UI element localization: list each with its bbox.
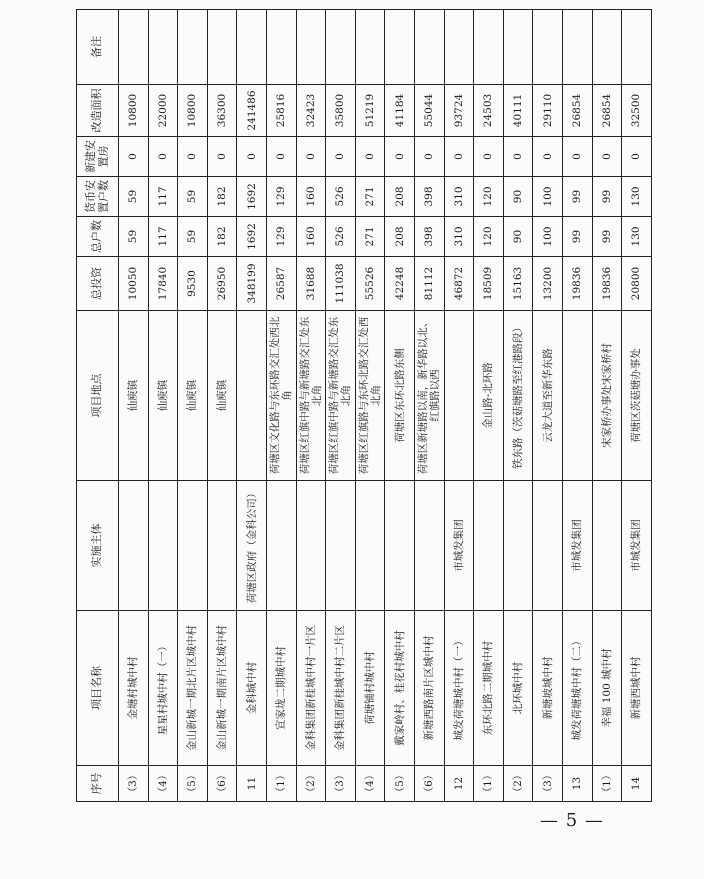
cell-location: 仙庾镇 [178, 311, 208, 481]
cell-name: 戴家岭村、桂花村城中村 [385, 611, 415, 766]
cell-note [119, 10, 149, 85]
cell-new: 0 [237, 137, 267, 177]
table-row [266, 10, 296, 802]
cell-seq: （5） [385, 766, 415, 802]
cell-households: 182 [207, 217, 237, 257]
cell-seq: （6） [414, 766, 444, 802]
cell-area: 241486 [237, 85, 267, 137]
cell-location: 云龙大道至新华东路 [533, 311, 563, 481]
cell-new: 0 [474, 137, 504, 177]
cell-area: 25816 [266, 85, 296, 137]
cell-name: 北环城中村 [503, 611, 533, 766]
cell-cash: 208 [385, 177, 415, 217]
cell-new: 0 [148, 137, 178, 177]
cell-area: 10800 [119, 85, 149, 137]
table-row [207, 10, 237, 802]
cell-area: 35800 [326, 85, 356, 137]
cell-households: 310 [444, 217, 474, 257]
cell-location [444, 311, 474, 481]
cell-invest: 15163 [503, 257, 533, 311]
cell-invest: 10050 [119, 257, 149, 311]
cell-entity [385, 481, 415, 611]
rotated-table-area [76, 10, 643, 802]
cell-area: 93724 [444, 85, 474, 137]
cell-area: 26854 [562, 85, 592, 137]
cell-cash: 120 [474, 177, 504, 217]
cell-seq: 13 [562, 766, 592, 802]
cell-entity: 荷塘区政府（金科公司） [237, 481, 267, 611]
cell-note [385, 10, 415, 85]
cell-entity [503, 481, 533, 611]
table-row [296, 10, 326, 802]
cell-area: 24503 [474, 85, 504, 137]
cell-seq: （2） [503, 766, 533, 802]
cell-entity: 市城发集团 [622, 481, 652, 611]
table-row [622, 10, 652, 802]
cell-note [148, 10, 178, 85]
cell-location: 宋家桥办事处宋家桥村 [592, 311, 622, 481]
cell-invest: 26587 [266, 257, 296, 311]
table-row [385, 10, 415, 802]
cell-name: 新塘坡城中村 [533, 611, 563, 766]
cell-households: 99 [562, 217, 592, 257]
header-invest: 总投资 [77, 257, 119, 311]
header-seq: 序号 [77, 766, 119, 802]
cell-entity [474, 481, 504, 611]
cell-cash: 100 [533, 177, 563, 217]
cell-invest: 348199 [237, 257, 267, 311]
table-row [444, 10, 474, 802]
cell-seq: （3） [533, 766, 563, 802]
cell-entity [178, 481, 208, 611]
cell-invest: 46872 [444, 257, 474, 311]
cell-location: 荷塘区红旗中路与新塘路交汇处东北角 [296, 311, 326, 481]
cell-name: 新塘西路南片区城中村 [414, 611, 444, 766]
cell-invest: 18509 [474, 257, 504, 311]
cell-name: 幸福 100 城中村 [592, 611, 622, 766]
cell-seq: 11 [237, 766, 267, 802]
cell-area: 29110 [533, 85, 563, 137]
cell-seq: （1） [474, 766, 504, 802]
table-row [148, 10, 178, 802]
cell-name: 金科集团新桂城中村二片区 [326, 611, 356, 766]
cell-cash: 130 [622, 177, 652, 217]
cell-households: 120 [474, 217, 504, 257]
cell-new: 0 [326, 137, 356, 177]
cell-entity [592, 481, 622, 611]
cell-cash: 160 [296, 177, 326, 217]
cell-note [414, 10, 444, 85]
cell-name: 东环北路二期城中村 [474, 611, 504, 766]
header-note: 备注 [77, 10, 119, 85]
cell-location: 仙庾镇 [207, 311, 237, 481]
cell-area: 51219 [355, 85, 385, 137]
cell-name: 金山新城一期北片区城中村 [178, 611, 208, 766]
cell-cash: 271 [355, 177, 385, 217]
header-new: 新建安置房 [77, 137, 119, 177]
header-cash: 货币安置户数 [77, 177, 119, 217]
cell-households: 129 [266, 217, 296, 257]
cell-location [237, 311, 267, 481]
cell-entity: 市城发集团 [562, 481, 592, 611]
cell-entity [119, 481, 149, 611]
cell-invest: 111038 [326, 257, 356, 311]
cell-name: 新塘西城中村 [622, 611, 652, 766]
cell-cash: 117 [148, 177, 178, 217]
cell-location: 荷塘区文化路与东环路交汇处西北角 [266, 311, 296, 481]
cell-area: 26854 [592, 85, 622, 137]
cell-seq: （1） [266, 766, 296, 802]
cell-invest: 13200 [533, 257, 563, 311]
table-row [562, 10, 592, 802]
cell-location: 荷塘区红旗路与东环北路交汇处西北角 [355, 311, 385, 481]
cell-new: 0 [562, 137, 592, 177]
cell-location: 荷塘区茨菇塘办事处 [622, 311, 652, 481]
cell-area: 22000 [148, 85, 178, 137]
cell-name: 金山新城一期南片区城中村 [207, 611, 237, 766]
cell-location: 金山路-北环路 [474, 311, 504, 481]
cell-new: 0 [444, 137, 474, 177]
cell-location: 荷塘区新塘路以南，新华路以北、红旗路以西 [414, 311, 444, 481]
cell-entity [266, 481, 296, 611]
cell-location [562, 311, 592, 481]
cell-seq: （2） [296, 766, 326, 802]
cell-location: 仙庾镇 [148, 311, 178, 481]
cell-invest: 9530 [178, 257, 208, 311]
cell-new: 0 [592, 137, 622, 177]
cell-entity [414, 481, 444, 611]
cell-invest: 26950 [207, 257, 237, 311]
cell-new: 0 [385, 137, 415, 177]
cell-invest: 42248 [385, 257, 415, 311]
cell-cash: 1692 [237, 177, 267, 217]
cell-households: 1692 [237, 217, 267, 257]
cell-seq: （3） [119, 766, 149, 802]
cell-name: 金科城中村 [237, 611, 267, 766]
cell-seq: （4） [148, 766, 178, 802]
project-table [76, 9, 652, 802]
header-name: 项目名称 [77, 611, 119, 766]
header-entity: 实施主体 [77, 481, 119, 611]
cell-entity [355, 481, 385, 611]
cell-name: 荷塘铺村城中村 [355, 611, 385, 766]
cell-cash: 99 [562, 177, 592, 217]
cell-households: 117 [148, 217, 178, 257]
header-row [77, 10, 119, 802]
cell-name: 金塘村城中村 [119, 611, 149, 766]
header-households: 总户数 [77, 217, 119, 257]
table-row [414, 10, 444, 802]
cell-new: 0 [533, 137, 563, 177]
cell-note [533, 10, 563, 85]
cell-seq: 14 [622, 766, 652, 802]
cell-invest: 20800 [622, 257, 652, 311]
cell-invest: 17840 [148, 257, 178, 311]
cell-new: 0 [266, 137, 296, 177]
cell-location: 仙庾镇 [119, 311, 149, 481]
table-row [326, 10, 356, 802]
cell-note [326, 10, 356, 85]
cell-note [562, 10, 592, 85]
cell-invest: 55526 [355, 257, 385, 311]
cell-households: 208 [385, 217, 415, 257]
header-area: 改造面积 [77, 85, 119, 137]
cell-area: 10800 [178, 85, 208, 137]
cell-households: 59 [119, 217, 149, 257]
table-row [355, 10, 385, 802]
cell-seq: （1） [592, 766, 622, 802]
cell-households: 59 [178, 217, 208, 257]
cell-name: 星星村城中村（一） [148, 611, 178, 766]
cell-cash: 59 [178, 177, 208, 217]
cell-cash: 90 [503, 177, 533, 217]
table-row [592, 10, 622, 802]
cell-location: 荷塘区东环北路东侧 [385, 311, 415, 481]
page-number: — 5 — [540, 810, 604, 831]
cell-new: 0 [414, 137, 444, 177]
cell-entity: 市城发集团 [444, 481, 474, 611]
cell-invest: 19836 [562, 257, 592, 311]
cell-entity [148, 481, 178, 611]
cell-invest: 81112 [414, 257, 444, 311]
cell-new: 0 [178, 137, 208, 177]
cell-note [355, 10, 385, 85]
cell-new: 0 [622, 137, 652, 177]
cell-name: 城发荷塘城中村（二） [562, 611, 592, 766]
cell-note [296, 10, 326, 85]
cell-area: 55044 [414, 85, 444, 137]
cell-note [444, 10, 474, 85]
cell-new: 0 [503, 137, 533, 177]
cell-cash: 182 [207, 177, 237, 217]
cell-seq: （3） [326, 766, 356, 802]
cell-area: 36300 [207, 85, 237, 137]
cell-area: 41184 [385, 85, 415, 137]
cell-households: 160 [296, 217, 326, 257]
cell-note [178, 10, 208, 85]
cell-households: 100 [533, 217, 563, 257]
cell-note [237, 10, 267, 85]
cell-cash: 129 [266, 177, 296, 217]
cell-name: 金科集团新桂城中村一片区 [296, 611, 326, 766]
cell-note [622, 10, 652, 85]
cell-households: 90 [503, 217, 533, 257]
cell-note [207, 10, 237, 85]
cell-new: 0 [296, 137, 326, 177]
cell-cash: 310 [444, 177, 474, 217]
cell-seq: （5） [178, 766, 208, 802]
cell-cash: 99 [592, 177, 622, 217]
cell-area: 32423 [296, 85, 326, 137]
cell-seq: （4） [355, 766, 385, 802]
header-location: 项目地点 [77, 311, 119, 481]
cell-location: 荷塘区红旗中路与新塘路交汇处东北角 [326, 311, 356, 481]
table-row [474, 10, 504, 802]
cell-entity [207, 481, 237, 611]
cell-cash: 526 [326, 177, 356, 217]
table-row [237, 10, 267, 802]
cell-entity [533, 481, 563, 611]
table-row [533, 10, 563, 802]
cell-households: 398 [414, 217, 444, 257]
cell-seq: 12 [444, 766, 474, 802]
cell-entity [296, 481, 326, 611]
cell-note [266, 10, 296, 85]
table-row [178, 10, 208, 802]
cell-name: 城发荷塘城中村（一） [444, 611, 474, 766]
cell-note [592, 10, 622, 85]
cell-area: 32500 [622, 85, 652, 137]
cell-households: 130 [622, 217, 652, 257]
cell-households: 526 [326, 217, 356, 257]
cell-invest: 31688 [296, 257, 326, 311]
cell-seq: （6） [207, 766, 237, 802]
cell-cash: 398 [414, 177, 444, 217]
cell-location: 铁东路（茨菇塘路至红港路段） [503, 311, 533, 481]
cell-area: 40111 [503, 85, 533, 137]
cell-households: 99 [592, 217, 622, 257]
cell-households: 271 [355, 217, 385, 257]
table-row [119, 10, 149, 802]
cell-note [503, 10, 533, 85]
cell-new: 0 [207, 137, 237, 177]
cell-invest: 19836 [592, 257, 622, 311]
cell-new: 0 [119, 137, 149, 177]
cell-new: 0 [355, 137, 385, 177]
cell-name: 宣家垅二期城中村 [266, 611, 296, 766]
cell-cash: 59 [119, 177, 149, 217]
table-row [503, 10, 533, 802]
cell-note [474, 10, 504, 85]
cell-entity [326, 481, 356, 611]
